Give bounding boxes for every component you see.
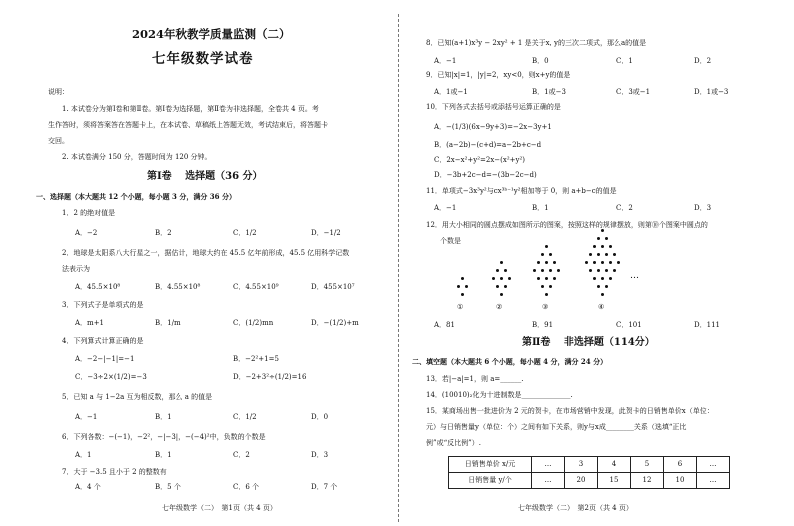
pattern-1-dot (457, 285, 460, 288)
q12-option-b: B．91 (532, 321, 554, 329)
pattern-3-dot (533, 269, 536, 272)
pattern-4-dot (605, 285, 608, 288)
table-cell: 15 (598, 473, 631, 489)
pattern-2-dot (504, 269, 507, 272)
pattern-4-dot (597, 253, 600, 256)
pattern-4-dot (597, 269, 600, 272)
q11-option-a: A．−1 (434, 204, 457, 212)
q12-option-a: A．81 (434, 321, 455, 329)
question-6: 6．下列各数：−(−1)，−2²，−|−3|，−(−4)²中，负数的个数是 (62, 433, 266, 441)
q6-option-b: B．1 (155, 451, 172, 459)
q7-option-c: C．6 个 (233, 483, 260, 491)
pattern-4-dot (605, 253, 608, 256)
q3-option-a: A．m+1 (75, 319, 105, 327)
question-15a: 15．某商场出售一批进价为 2 元的贺卡，在市场营销中发现，此贺卡的日销售单价x（单位： (426, 407, 714, 415)
page-2-footer: 七年级数学（二） 第2页（共 4 页） (518, 504, 633, 512)
pattern-4-dot (593, 261, 596, 264)
pattern-3-dot (557, 269, 560, 272)
note-1c: 交回。 (48, 137, 69, 145)
section-1-heading: 一、选择题（本大题共 12 个小题，每小题 3 分，满分 36 分） (36, 192, 236, 201)
pattern-1-dot (465, 285, 468, 288)
pattern-4-dot (609, 277, 612, 280)
table-cell: 6 (664, 457, 697, 473)
q10-option-b: B．(a−2b)−(c+d)=a−2b+c−d (434, 141, 542, 149)
question-3: 3．下列式子是单项式的是 (62, 301, 144, 309)
pattern-2-dot (504, 285, 507, 288)
page-1-footer: 七年级数学（二） 第1页（共 4 页） (162, 504, 277, 512)
q1-option-a: A．−2 (75, 229, 98, 237)
pattern-2-dot (496, 285, 499, 288)
q4-option-c: C．−3÷2×(1/2)=−3 (75, 373, 147, 381)
question-9: 9．已知|x|=1，|y|=2，xy<0，则x+y的值是 (426, 71, 571, 79)
page-divider (398, 14, 399, 522)
figure-label-2: ② (496, 303, 503, 311)
pattern-3-dot (549, 253, 552, 256)
pattern-3-dot (541, 285, 544, 288)
pattern-4-dot (609, 245, 612, 248)
exam-subtitle: 七年级数学试卷 (152, 51, 254, 67)
q7-option-a: A．4 个 (75, 483, 101, 491)
pattern-3-dot (553, 261, 556, 264)
pattern-4-dot (601, 277, 604, 280)
figure-label-1: ① (457, 303, 464, 311)
part-2-heading: 第Ⅱ卷 非选择题（114分） (522, 337, 655, 348)
table-row (449, 473, 730, 489)
question-2a: 2．地球是太阳系八大行星之一，据估计，地球大约在 45.5 亿年前形成，45.5 亿用科学记数 (62, 249, 350, 257)
q5-option-b: B．1 (155, 413, 172, 421)
q8-option-a: A．−1 (434, 57, 457, 65)
table-header-cell: 日销售单价 x/元 (449, 457, 532, 473)
q9-option-d: D．1或−3 (694, 88, 729, 96)
q6-option-c: C．2 (233, 451, 250, 459)
pattern-4-dot (593, 277, 596, 280)
section-2-heading: 二、填空题（本大题共 6 个小题，每小题 4 分，满分 24 分） (412, 357, 608, 366)
pattern-4-dot (609, 261, 612, 264)
question-4: 4．下列算式计算正确的是 (62, 337, 144, 345)
figure-label-4: ④ (598, 303, 605, 311)
pattern-4-dot (613, 253, 616, 256)
exam-title: 2024年秋教学质量监测（二） (132, 27, 291, 41)
table-cell: 20 (565, 473, 598, 489)
q4-option-b: B．−2²+1=5 (233, 355, 279, 363)
pattern-3-dot (549, 269, 552, 272)
question-7: 7．大于 −3.5 且小于 2 的整数有 (62, 468, 167, 476)
pattern-4-dot (585, 261, 588, 264)
q1-option-b: B．2 (155, 229, 172, 237)
table-cell: 3 (565, 457, 598, 473)
pattern-2-dot (492, 277, 495, 280)
notes-heading: 说明： (48, 88, 69, 96)
table-cell: … (697, 473, 730, 489)
q7-option-b: B．5 个 (155, 483, 181, 491)
question-8: 8．已知(a+1)x³y − 2xy² + 1 是关于x, y的三次二项式，那么a的值是 (426, 39, 647, 47)
pattern-4-dot (601, 229, 604, 232)
table-cell: 4 (598, 457, 631, 473)
table-cell: 5 (631, 457, 664, 473)
q6-option-a: A．1 (75, 451, 92, 459)
pattern-4-dot (601, 293, 604, 296)
question-12a: 12．用大小相同的圆点摆成如图所示的图案，按照这样的规律摆放，则第⑩个图案中圆点的 (426, 221, 708, 229)
q5-option-a: A．−1 (75, 413, 98, 421)
pattern-1-dot (461, 277, 464, 280)
q12-option-c: C．101 (616, 321, 642, 329)
part-1-heading: 第Ⅰ卷 选择题（36 分） (147, 171, 263, 182)
pattern-3-dot (545, 277, 548, 280)
question-2b: 法表示为 (62, 265, 90, 273)
pattern-4-dot (589, 253, 592, 256)
q2-option-a: A．45.5×10⁸ (75, 283, 121, 291)
question-11: 11．单项式−3x³y²与cx³ᵇ⁻¹y²相加等于 0，则 a+b−c的值是 (426, 187, 617, 195)
pattern-4-dot (605, 269, 608, 272)
figure-ellipsis: … (630, 271, 639, 281)
table-cell: 10 (664, 473, 697, 489)
q3-option-d: D．−(1/2)+m (311, 319, 359, 327)
pattern-3-dot (549, 285, 552, 288)
q11-option-c: C．2 (616, 204, 633, 212)
table-cell: 12 (631, 473, 664, 489)
price-sales-table (448, 456, 730, 489)
q5-option-d: D．0 (311, 413, 329, 421)
q11-option-d: D．3 (694, 204, 712, 212)
pattern-4-dot (613, 269, 616, 272)
q1-option-c: C．1/2 (233, 229, 257, 237)
note-1a: 1. 本试卷分为第Ⅰ卷和第Ⅱ卷。第Ⅰ卷为选择题，第Ⅱ卷为非选择题，全卷共 4 页。考 (62, 105, 319, 113)
q7-option-d: D．7 个 (311, 483, 338, 491)
q9-option-c: C．3或−1 (616, 88, 651, 96)
q8-option-c: C．1 (616, 57, 633, 65)
pattern-3-dot (537, 277, 540, 280)
pattern-4-dot (589, 269, 592, 272)
q11-option-b: B．1 (532, 204, 549, 212)
q10-option-a: A．−(1/3)(6x−9y+3)=−2x−3y+1 (434, 123, 552, 131)
pattern-2-dot (508, 277, 511, 280)
q10-option-d: D．−3b+2c−d=−(3b−2c−d) (434, 171, 537, 179)
pattern-3-dot (541, 253, 544, 256)
table-header-cell: 日销售量 y/个 (449, 473, 532, 489)
pattern-4-dot (597, 285, 600, 288)
table-cell: … (532, 457, 565, 473)
pattern-4-dot (597, 237, 600, 240)
page-2 (400, 0, 794, 526)
q2-option-c: C．4.55×10⁹ (233, 283, 279, 291)
table-row (449, 457, 730, 473)
pattern-1-dot (461, 293, 464, 296)
q5-option-c: C．1/2 (233, 413, 257, 421)
pattern-2-dot (500, 277, 503, 280)
table-cell: … (697, 457, 730, 473)
figure-label-3: ③ (542, 303, 549, 311)
q2-option-d: D．455×10⁷ (311, 283, 355, 291)
q1-option-d: D．−1/2 (311, 229, 341, 237)
pattern-4-dot (593, 245, 596, 248)
pattern-3-dot (541, 269, 544, 272)
pattern-3-dot (545, 245, 548, 248)
q3-option-c: C．(1/2)mn (233, 319, 274, 327)
question-15c: 例”或“反比例”）. (426, 439, 481, 447)
question-14: 14．(10010)₂化为十进制数是______________. (426, 391, 573, 399)
question-10: 10．下列各式去括号或添括号运算正确的是 (426, 103, 561, 111)
q9-option-a: A．1或−1 (434, 88, 468, 96)
q10-option-c: C．2x−x²+y²=2x−(x²+y²) (434, 156, 525, 164)
pattern-3-dot (545, 261, 548, 264)
q8-option-d: D．2 (694, 57, 712, 65)
table-cell: … (532, 473, 565, 489)
pattern-4-dot (617, 261, 620, 264)
q6-option-d: D．3 (311, 451, 329, 459)
q3-option-b: B．1/m (155, 319, 181, 327)
pattern-2-dot (500, 261, 503, 264)
question-1: 1．2 的绝对值是 (62, 209, 116, 217)
pattern-2-dot (496, 269, 499, 272)
pattern-4-dot (601, 261, 604, 264)
pattern-3-dot (545, 293, 548, 296)
question-13: 13．若|−a|=1，则 a=______. (426, 375, 524, 383)
note-2: 2. 本试卷满分 150 分，答题时间为 120 分钟。 (62, 153, 212, 161)
q9-option-b: B．1或−3 (532, 88, 566, 96)
pattern-4-dot (605, 237, 608, 240)
q8-option-b: B．0 (532, 57, 549, 65)
q4-option-a: A．−2−|−1|=−1 (75, 355, 135, 363)
q4-option-d: D．−2+3²÷(1/2)=16 (233, 373, 307, 381)
note-1b: 生作答时，须将答案答在答题卡上，在本试卷、草稿纸上答题无效，考试结束后，将答题卡 (48, 121, 328, 129)
question-12b: 个数是 (440, 237, 461, 245)
question-5: 5．已知 a 与 1−2a 互为相反数，那么 a 的值是 (62, 393, 213, 401)
pattern-4-dot (601, 245, 604, 248)
question-15b: 元）与日销售量y（单位：个）之间有如下关系，则y与x成________关系（选填“正比 (426, 423, 687, 431)
q2-option-b: B．4.55×10⁸ (155, 283, 201, 291)
pattern-3-dot (553, 277, 556, 280)
pattern-3-dot (537, 261, 540, 264)
pattern-2-dot (500, 293, 503, 296)
q12-option-d: D．111 (694, 321, 720, 329)
